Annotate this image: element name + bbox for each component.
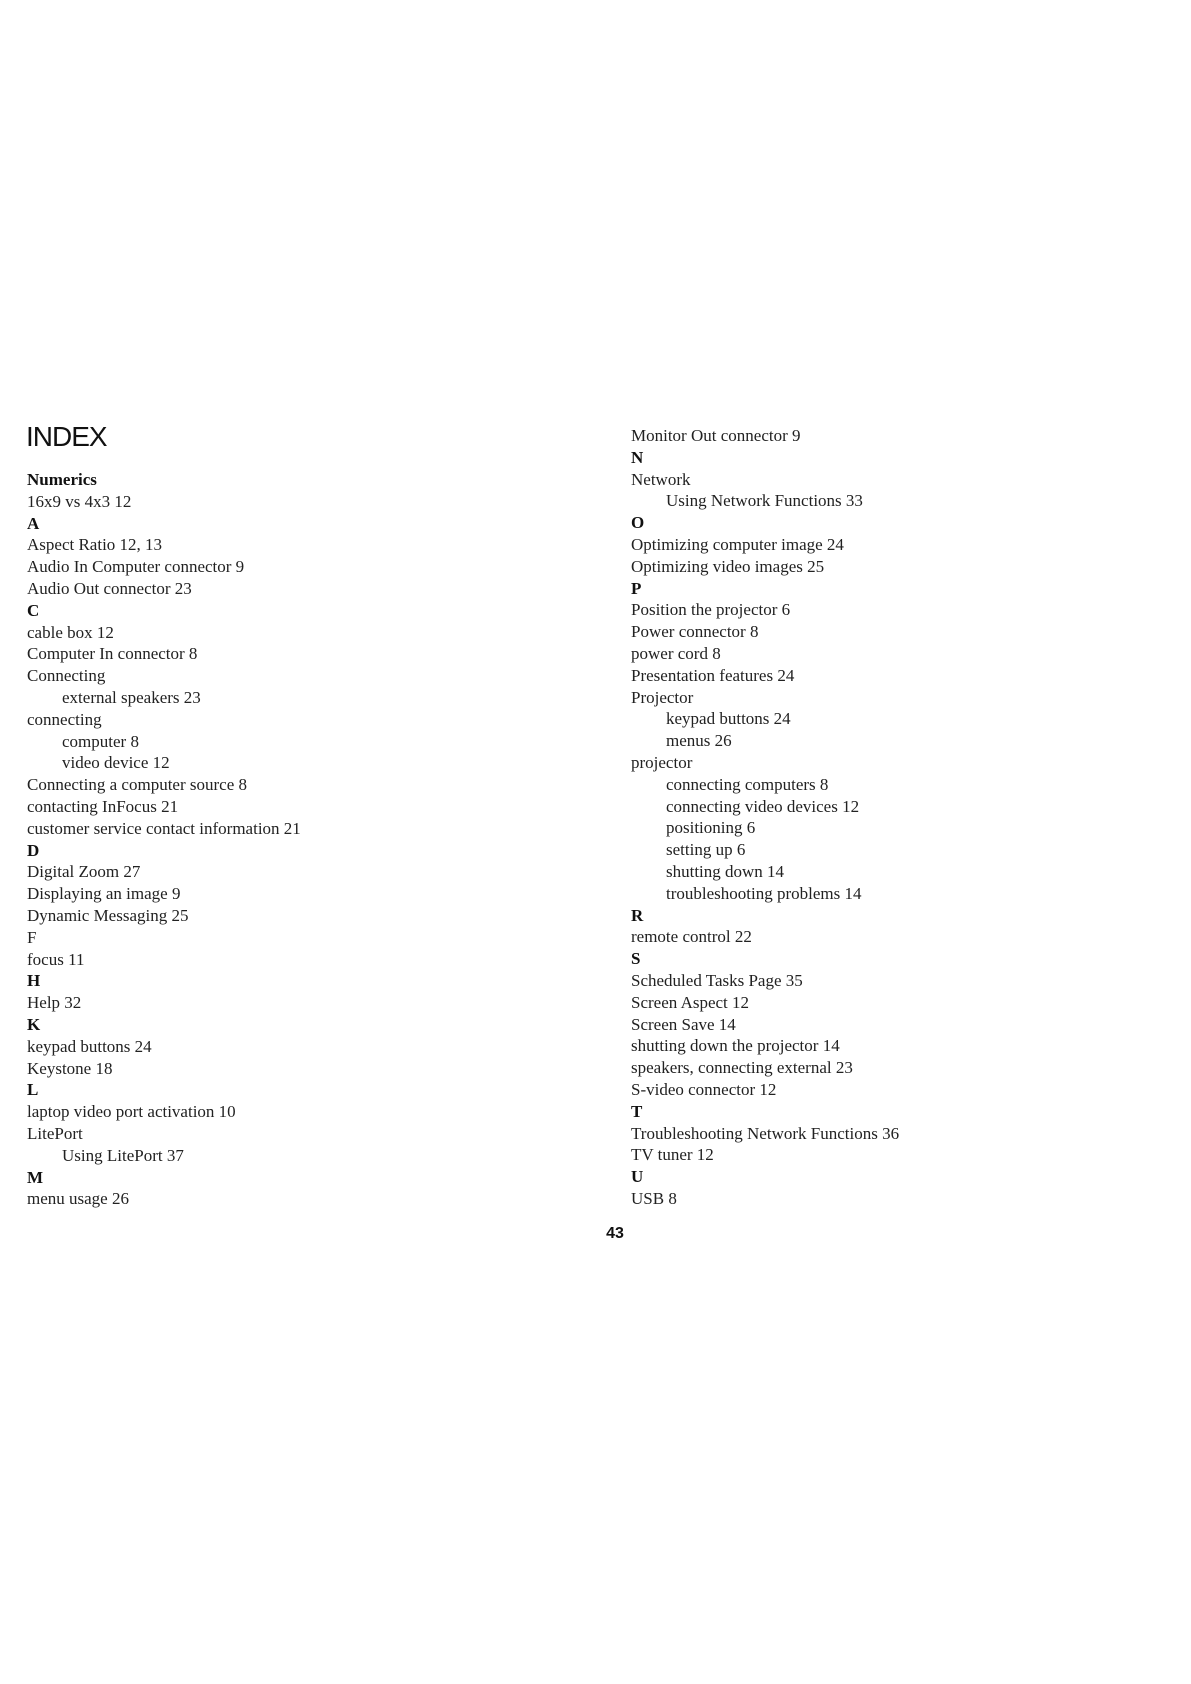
index-entry: Connecting a computer source 8 [27, 775, 247, 795]
index-entry: LitePort [27, 1123, 83, 1143]
index-entry: Keystone 18 [27, 1058, 113, 1078]
page-title: INDEX [26, 421, 107, 452]
index-subentry: connecting video devices 12 [666, 796, 860, 816]
index-letter-heading: P [631, 578, 642, 598]
index-entry: TV tuner 12 [631, 1145, 714, 1165]
index-entry: customer service contact information 21 [27, 818, 301, 838]
index-entry: Scheduled Tasks Page 35 [631, 970, 803, 990]
index-entry: Optimizing computer image 24 [631, 534, 844, 554]
index-entry: S-video connector 12 [631, 1079, 777, 1099]
index-subentry: troubleshooting problems 14 [666, 883, 862, 903]
index-entry: Audio Out connector 23 [27, 578, 192, 598]
index-entry: shutting down the projector 14 [631, 1036, 840, 1056]
index-subentry: positioning 6 [666, 818, 756, 838]
index-entry: Connecting [27, 666, 106, 686]
index-letter-heading: H [27, 971, 41, 991]
index-entry: laptop video port activation 10 [27, 1102, 236, 1122]
index-entry: USB 8 [631, 1188, 677, 1208]
index-entry: projector [631, 752, 693, 772]
index-entry: Help 32 [27, 993, 82, 1013]
index-letter-heading: S [631, 949, 641, 969]
index-subentry: setting up 6 [666, 840, 746, 860]
index-subentry: Using LitePort 37 [62, 1145, 184, 1165]
index-letter-heading: L [27, 1080, 39, 1100]
index-entry: Screen Aspect 12 [631, 992, 750, 1012]
index-entry: 16x9 vs 4x3 12 [27, 491, 132, 511]
index-entry: menu usage 26 [27, 1189, 129, 1209]
index-subentry: video device 12 [62, 753, 170, 773]
index-subentry: keypad buttons 24 [666, 709, 791, 729]
index-entry: Screen Save 14 [631, 1014, 736, 1034]
index-entry: Presentation features 24 [631, 665, 795, 685]
index-subentry: connecting computers 8 [666, 774, 829, 794]
index-entry: Power connector 8 [631, 622, 759, 642]
index-entry: Dynamic Messaging 25 [27, 905, 189, 925]
index-entry: Monitor Out connector 9 [631, 426, 801, 445]
index-entry: Position the projector 6 [631, 600, 791, 620]
index-letter-heading: T [631, 1101, 643, 1121]
index-entry: F [27, 927, 37, 947]
index-entry: Projector [631, 687, 694, 707]
index-letter-heading: C [27, 600, 40, 620]
index-subentry: external speakers 23 [62, 687, 201, 707]
index-letter-heading: M [27, 1167, 44, 1187]
index-letter-heading: R [631, 905, 644, 925]
index-entry: keypad buttons 24 [27, 1036, 152, 1056]
index-entry: focus 11 [27, 949, 85, 969]
index-column-left [27, 469, 301, 1210]
index-entry: Troubleshooting Network Functions 36 [631, 1123, 900, 1143]
index-letter-heading: K [27, 1014, 41, 1034]
index-entry: Aspect Ratio 12, 13 [27, 535, 163, 555]
index-entry: contacting InFocus 21 [27, 796, 179, 816]
index-entry: Digital Zoom 27 [27, 862, 141, 882]
index-entry: Audio In Computer connector 9 [27, 557, 245, 577]
index-subentry: shutting down 14 [666, 861, 785, 881]
index-letter-heading: D [27, 840, 40, 860]
index-subentry: menus 26 [666, 731, 732, 751]
index-letter-heading: O [631, 513, 645, 533]
index-letter-heading: A [27, 513, 40, 533]
index-column-right [631, 425, 899, 1210]
index-entry: Network [631, 469, 691, 489]
index-subentry: computer 8 [62, 731, 139, 751]
index-entry: connecting [27, 709, 102, 729]
index-entry: speakers, connecting external 23 [631, 1058, 853, 1078]
index-subentry: Using Network Functions 33 [666, 491, 863, 511]
index-entry: Computer In connector 8 [27, 644, 198, 664]
index-entry: remote control 22 [631, 927, 752, 947]
index-entry: Optimizing video images 25 [631, 556, 825, 576]
index-letter-heading: Numerics [27, 470, 97, 489]
index-entry: power cord 8 [631, 643, 721, 663]
index-entry: cable box 12 [27, 622, 114, 642]
index-letter-heading: U [631, 1167, 644, 1187]
page-number: 43 [606, 1225, 624, 1242]
index-letter-heading: N [631, 447, 644, 467]
index-entry: Displaying an image 9 [27, 884, 181, 904]
